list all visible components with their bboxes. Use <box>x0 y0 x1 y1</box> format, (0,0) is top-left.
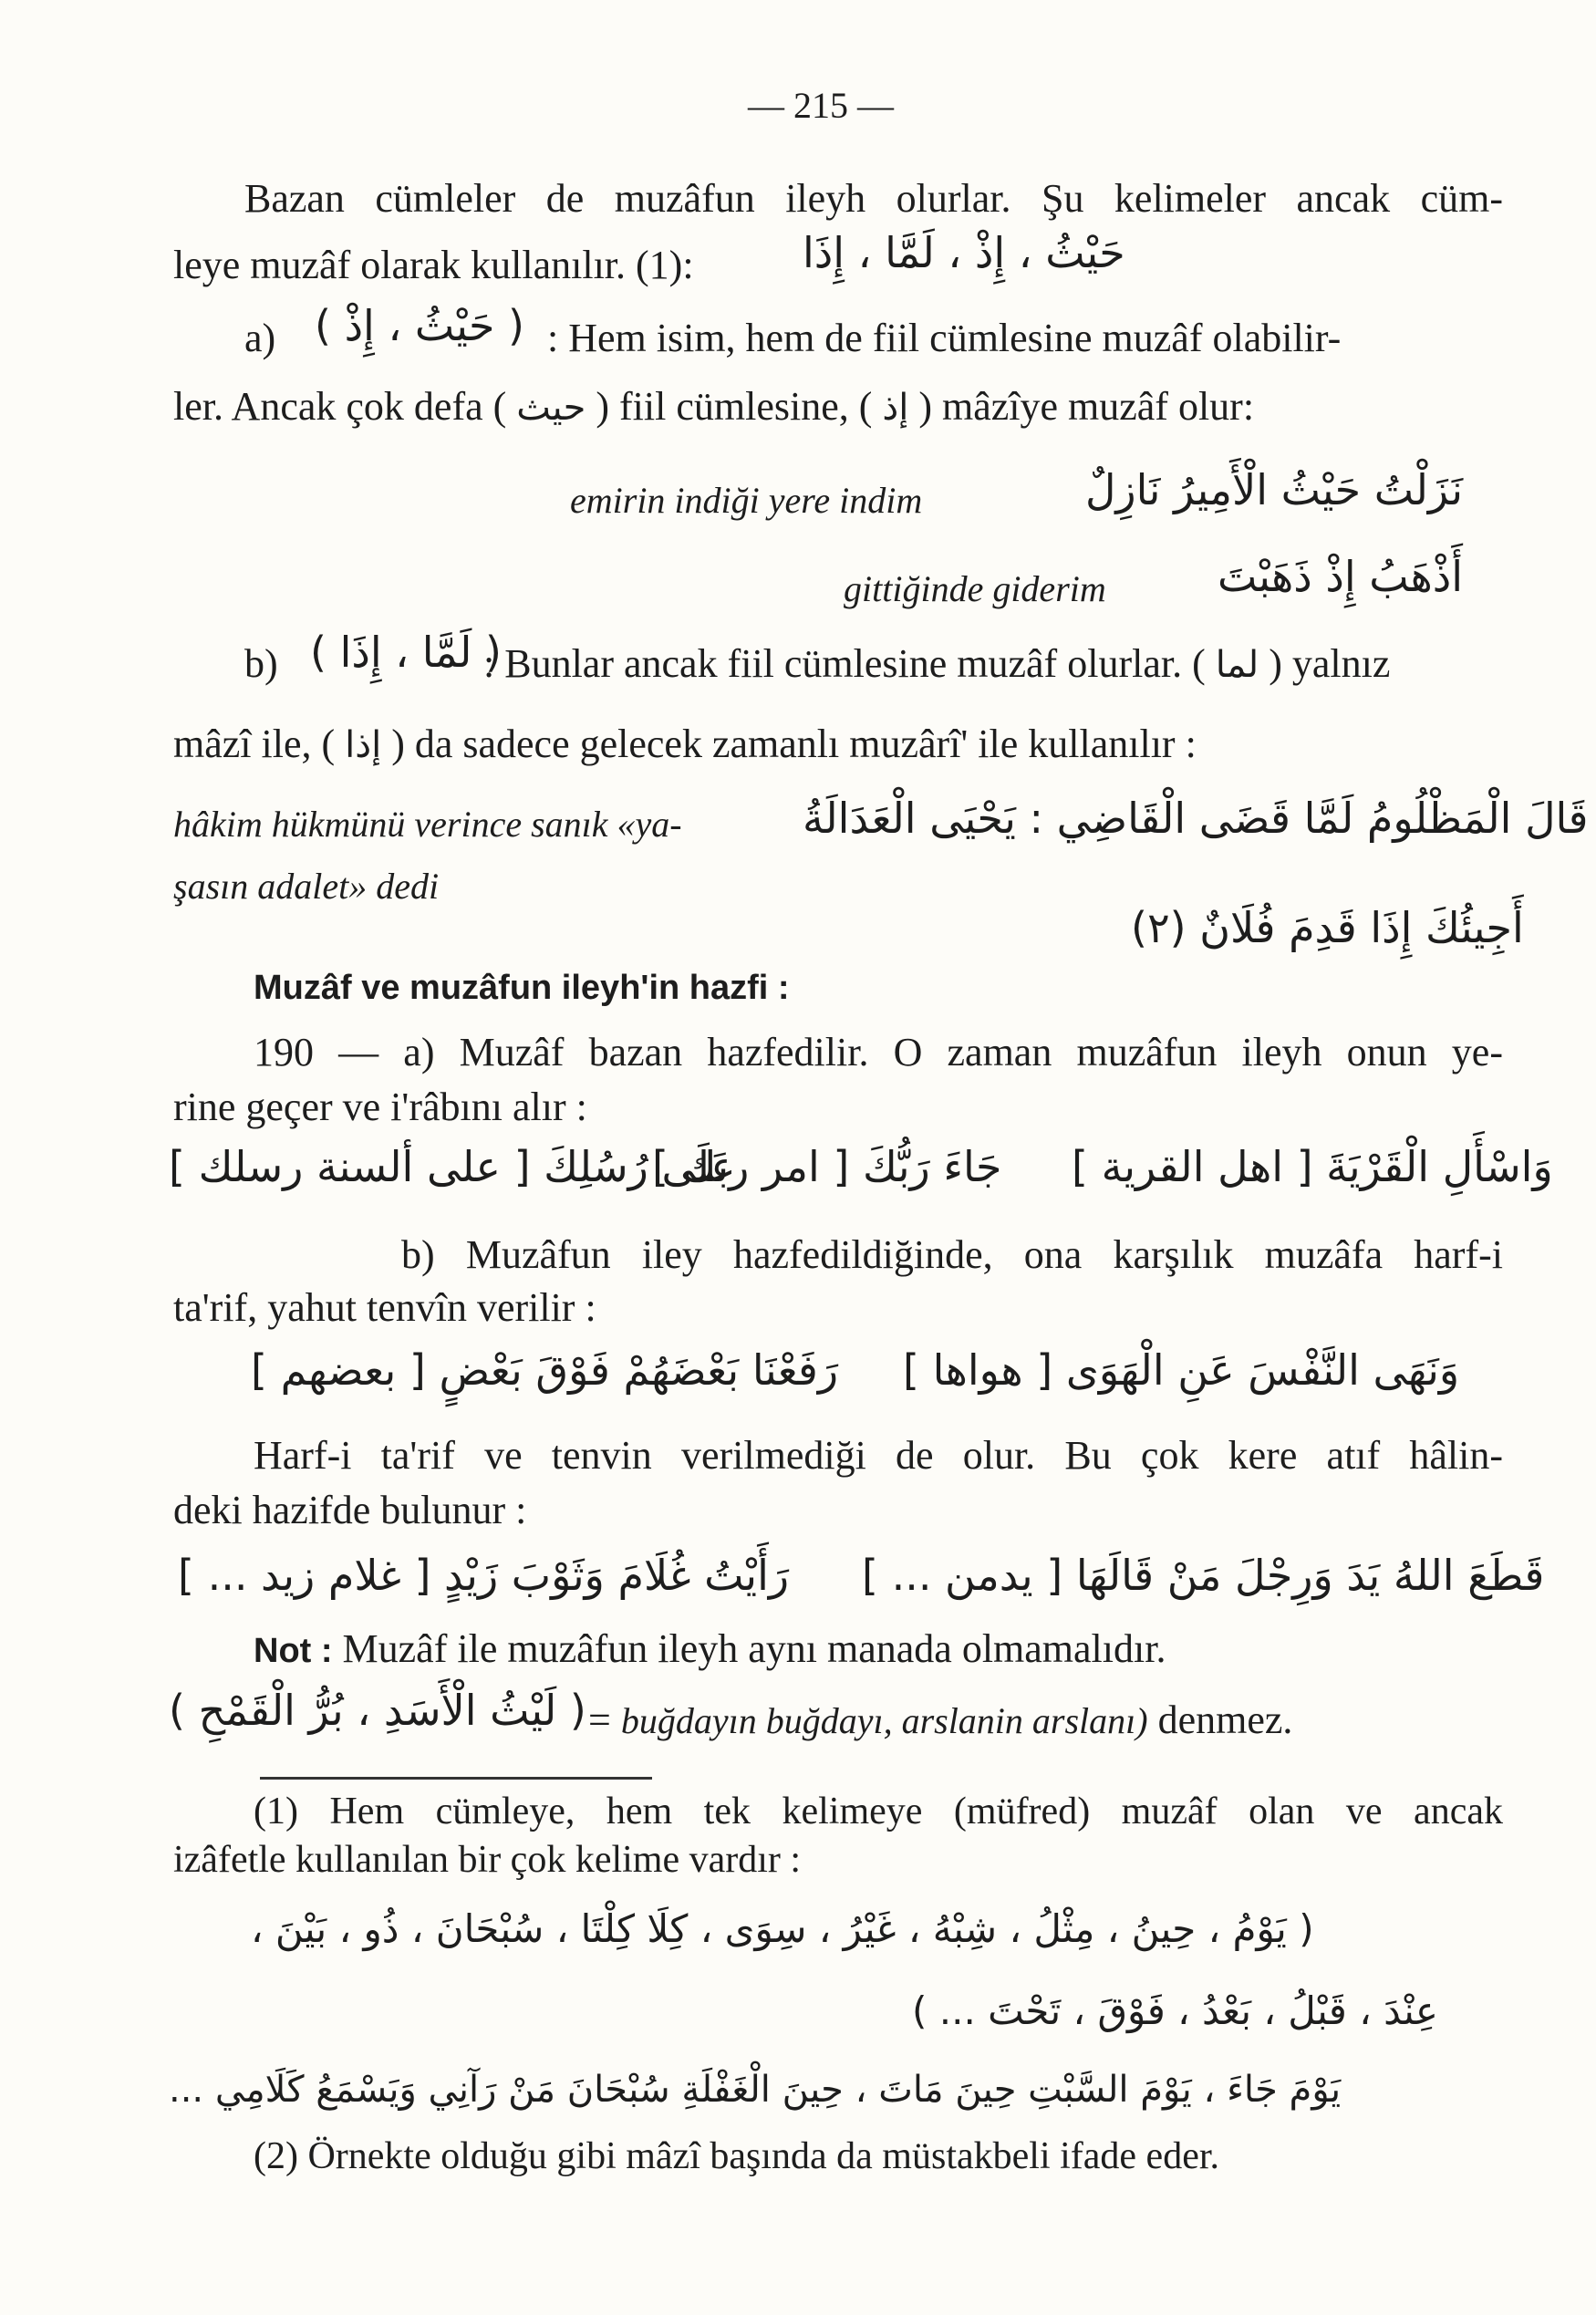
arabic-term: إذ <box>882 387 909 429</box>
page-number: — 215 — <box>748 85 894 126</box>
footnote-divider <box>260 1777 652 1780</box>
arabic-example: عَلَى رُسُلِكَ [ على ألسنة رسلك ] <box>169 1142 736 1191</box>
example-translation: emirin indiği yere indim <box>570 480 923 521</box>
paragraph-line: 190 — a) Muzâf bazan hazfedilir. O zaman muzâfun ileyh onun ye- <box>254 1030 1503 1074</box>
arabic-term: لما <box>1215 644 1259 686</box>
arabic-example: أَجِيئُكَ إِذَا قَدِمَ فُلَانٌ (٢) <box>1131 903 1524 952</box>
text-fragment: ) mâzîye muzâf olur: <box>918 384 1255 429</box>
arabic-term: ( لَمَّا ، إِذَا ) <box>310 628 502 677</box>
arabic-example: رَأَيْتُ غُلَامَ وَثَوْبَ زَيْدٍ [ غلام زيد ... ] <box>178 1551 790 1600</box>
paragraph-line: : Hem isim, hem de fiil cümlesine muzâf olabilir- <box>547 316 1342 360</box>
footnote-line: (2) Örnekte olduğu gibi mâzî başında da müstakbeli ifade eder. <box>254 2135 1220 2177</box>
text-fragment: mâzî ile, ( <box>173 721 336 766</box>
example-translation: şasın adalet» dedi <box>173 866 440 907</box>
item-label: a) <box>244 316 276 360</box>
arabic-example: أَذْهَبُ إِذْ ذَهَبْتَ <box>1218 552 1463 601</box>
note-label: Not : <box>254 1632 333 1670</box>
arabic-term: ( حَيْثُ ، إِذْ ) <box>315 301 524 350</box>
note-tail: denmez. <box>1157 1697 1293 1742</box>
note-text: Muzâf ile muzâfun ileyh aynı manada olmamalıdır. <box>342 1626 1166 1671</box>
arabic-example: نَزَلْتُ حَيْثُ الْأَمِيرُ نَازِلٌ <box>1085 465 1464 514</box>
text-fragment: ) fiil cümlesine, ( <box>596 384 873 429</box>
paragraph-line: rine geçer ve i'râbını alır : <box>173 1085 587 1129</box>
arabic-word-list: يَوْمَ جَاءَ ، يَوْمَ السَّبْتِ حِينَ مَاتَ ، حِينَ الْغَفْلَةِ سُبْحَانَ مَنْ رَآنِي وَيَسْمَعُ كَلَامِي ... <box>169 2069 1342 2111</box>
equals-sign: = <box>588 1697 611 1742</box>
paragraph-line: Harf-i ta'rif ve tenvin verilmediği de olur. Bu çok kere atıf hâlin- <box>254 1433 1503 1478</box>
footnote-line: izâfetle kullanılan bir çok kelime vardır : <box>173 1839 802 1881</box>
paragraph-line: ta'rif, yahut tenvîn verilir : <box>173 1285 596 1330</box>
text-fragment: ) da sadece gelecek zamanlı muzârî' ile kullanılır : <box>391 721 1197 766</box>
arabic-word-list: حَيْثُ ، إِذْ ، لَمَّا ، إِذَا <box>803 228 1125 277</box>
arabic-example: جَاءَ رَبُّكَ [ امر ربك ] <box>652 1142 1002 1191</box>
example-translation: hâkim hükmünü verince sanık «ya- <box>173 804 682 845</box>
text-fragment: ler. Ancak çok defa ( <box>173 384 507 429</box>
paragraph-line <box>173 721 1197 767</box>
arabic-example: قَطَعَ اللهُ يَدَ وَرِجْلَ مَنْ قَالَهَا [ يدمن ... ] <box>862 1551 1545 1600</box>
example-translation: gittiğinde giderim <box>844 568 1106 609</box>
text-fragment: : Bunlar ancak fiil cümlesine muzâf olurlar. ( <box>483 641 1206 686</box>
arabic-term: حيث <box>516 387 586 429</box>
text-fragment: ) yalnız <box>1269 641 1391 686</box>
arabic-example: وَنَهَى النَّفْسَ عَنِ الْهَوَى [ هواها ] <box>903 1345 1460 1395</box>
arabic-example: قَالَ الْمَظْلُومُ لَمَّا قَضَى الْقَاضِي : يَحْيَى الْعَدَالَةُ <box>803 794 1589 843</box>
paragraph-line <box>173 383 1254 430</box>
paragraph-line <box>483 640 1390 687</box>
arabic-word-list: عِنْدَ ، قَبْلُ ، بَعْدُ ، فَوْقَ ، تَحْتَ ... ) <box>912 1988 1438 2033</box>
item-label: b) <box>244 641 278 686</box>
footnote-line: (1) Hem cümleye, hem tek kelimeye (müfred) muzâf olan ve ancak <box>254 1791 1503 1832</box>
arabic-term: إذا <box>345 724 382 766</box>
paragraph-line: deki hazifde bulunur : <box>173 1488 527 1532</box>
section-heading: Muzâf ve muzâfun ileyh'in hazfi : <box>254 969 790 1007</box>
arabic-example: رَفَعْنَا بَعْضَهُمْ فَوْقَ بَعْضٍ [ بعضهم ] <box>251 1345 839 1395</box>
paragraph-line: Bazan cümleler de muzâfun ileyh olurlar. Şu kelimeler ancak cüm- <box>244 176 1503 221</box>
note-line <box>254 1625 1166 1672</box>
arabic-example: ( لَيْثُ الْأَسَدِ ، بُرُّ الْقَمْحِ ) <box>169 1686 586 1735</box>
arabic-word-list: ( يَوْمُ ، حِينُ ، مِثْلُ ، شِبْهُ ، غَيْرُ ، سِوَى ، كِلَا كِلْتَا ، سُبْحَانَ ، ذُو ، بَيْنَ ، <box>251 1906 1314 1951</box>
paragraph-line: leye muzâf olarak kullanılır. (1): <box>173 243 694 287</box>
note-equation <box>588 1697 1292 1743</box>
note-translation: buğdayın buğdayı, arslanin arslanı) <box>620 1700 1148 1741</box>
paragraph-line: b) Muzâfun iley hazfedildiğinde, ona karşılık muzâfa harf-i <box>401 1232 1503 1277</box>
arabic-example: وَاسْأَلِ الْقَرْيَةَ [ اهل القرية ] <box>1072 1142 1553 1191</box>
